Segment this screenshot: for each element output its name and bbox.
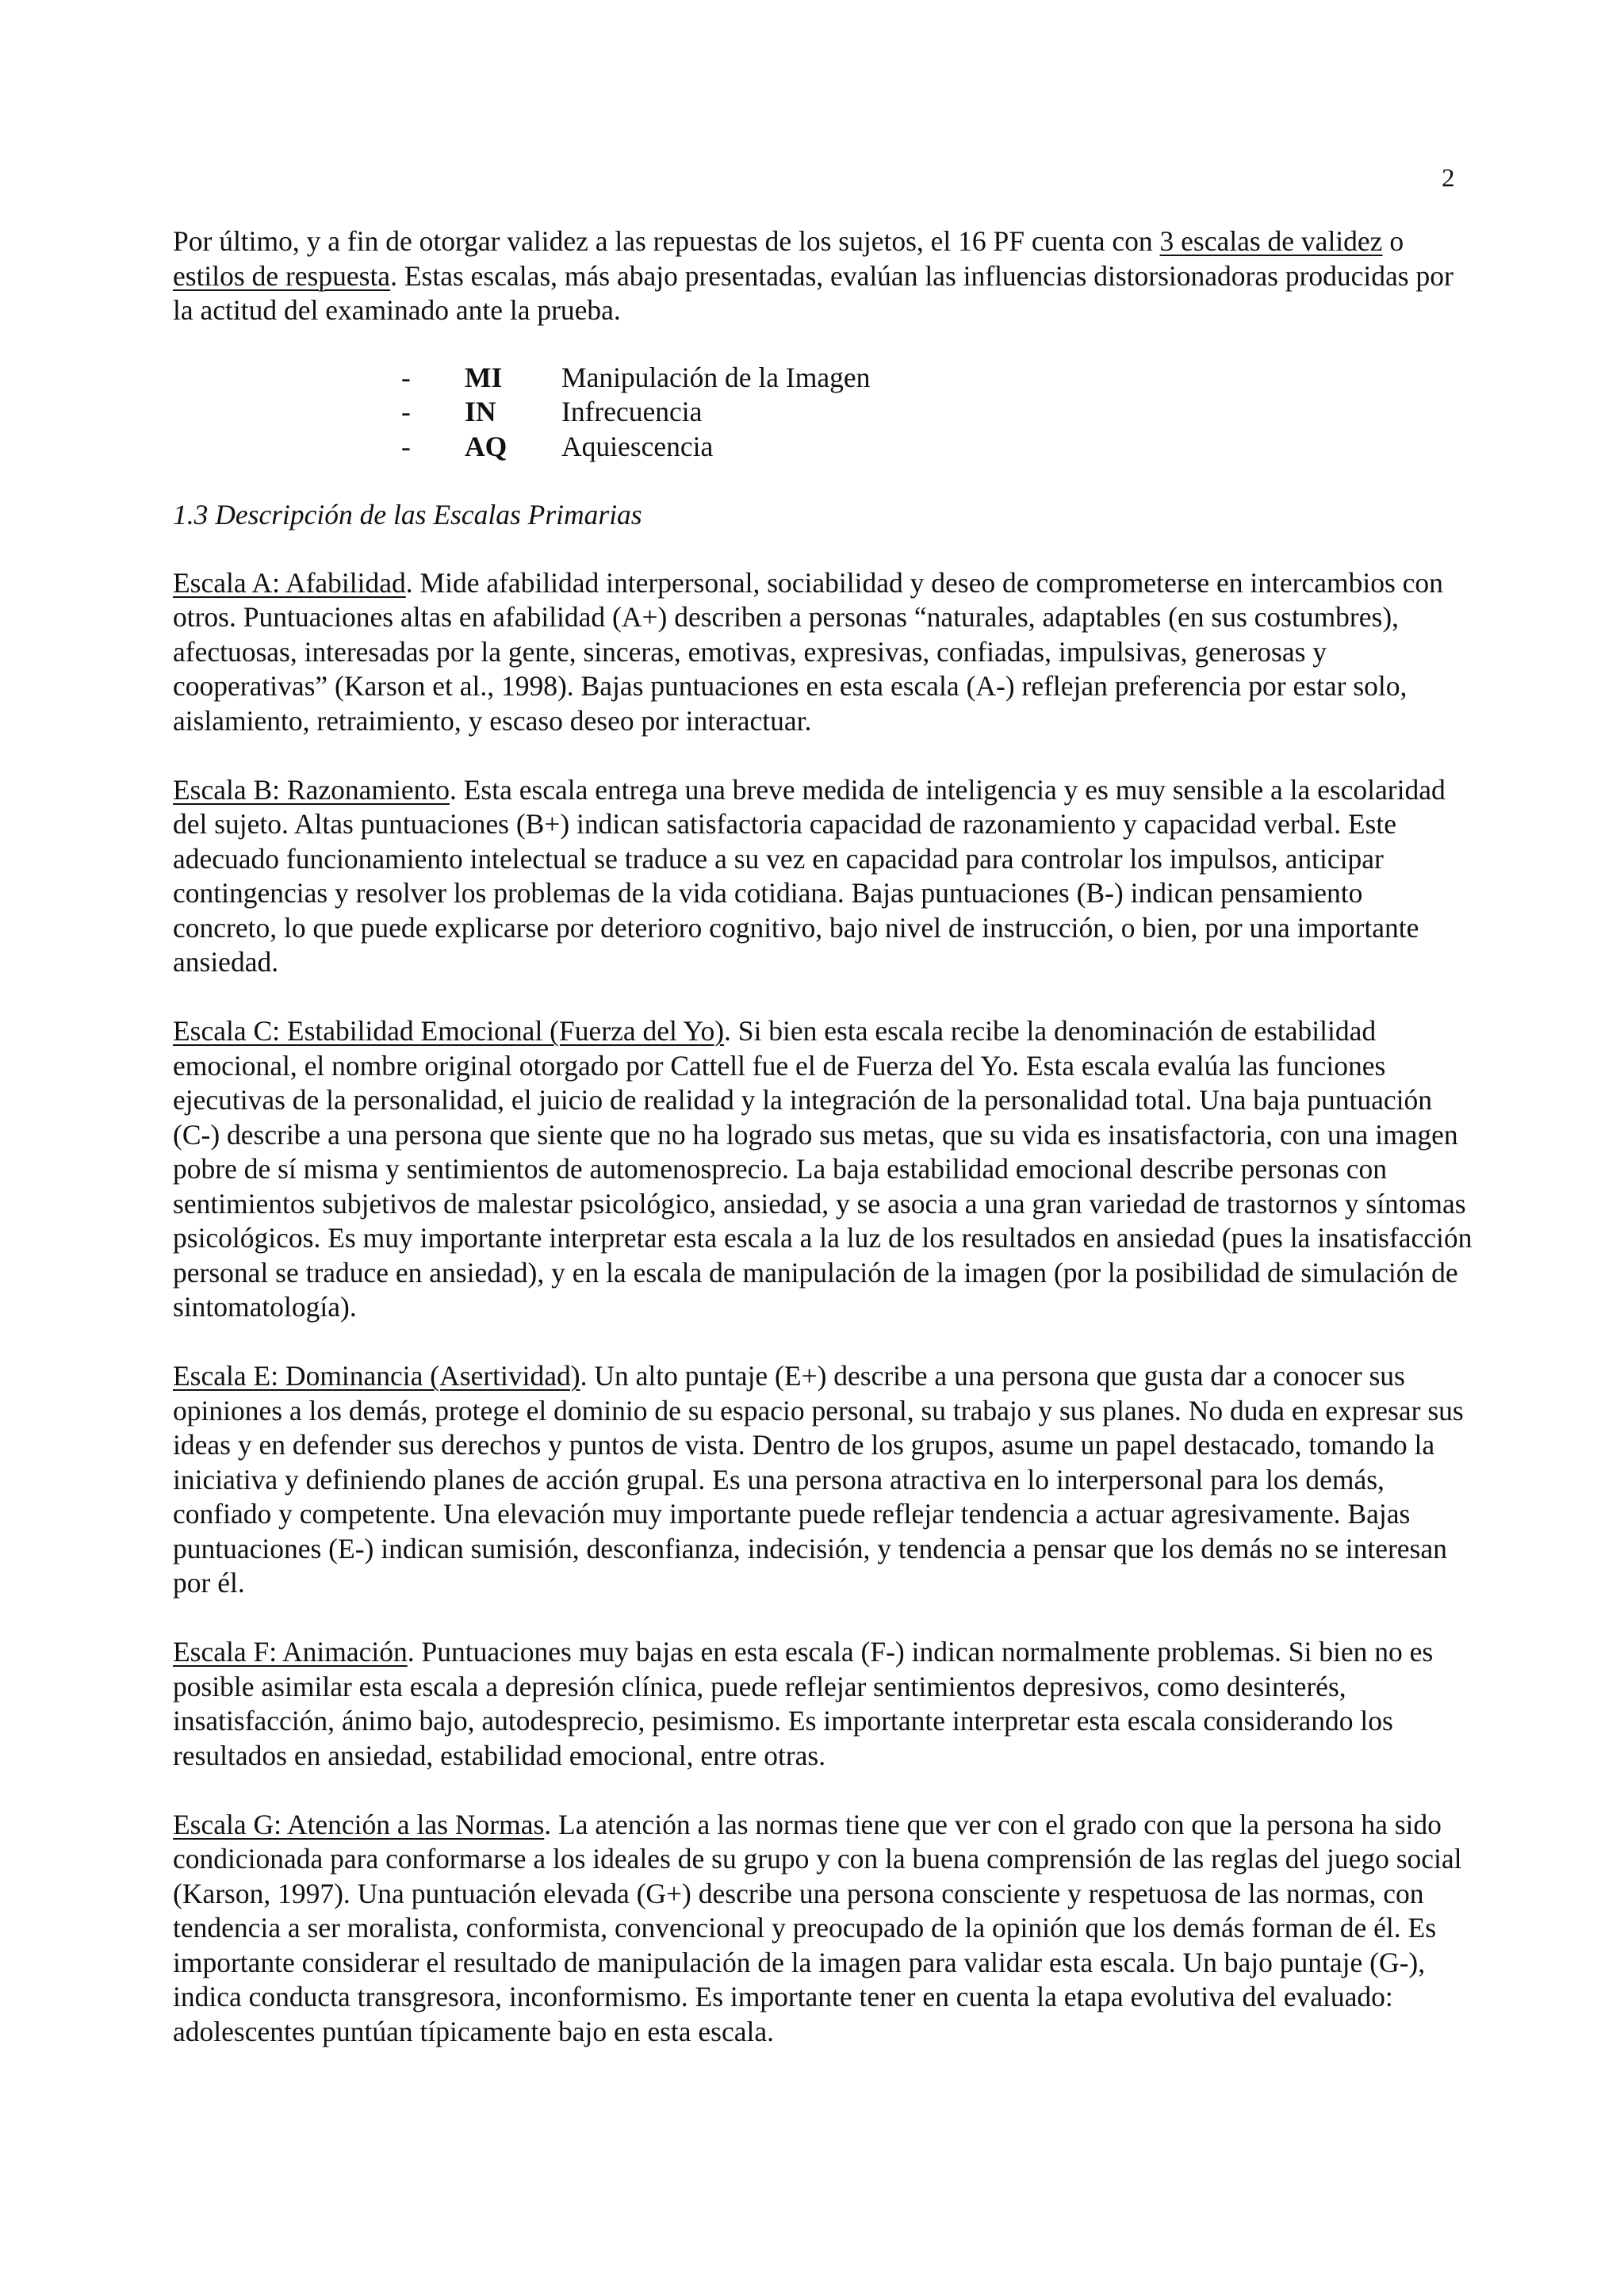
list-item [173, 361, 1473, 396]
scale-body: . Un alto puntaje (E+) describe a una persona que gusta dar a conocer sus opiniones a los demás, protege el dominio de su espacio personal, su trabajo y sus planes. No duda en expresar sus ideas y en defender sus derechos y puntos de vista. Dentro de los grupos, asume un papel destacado, tomando la iniciativa y definiendo planes de acción grupal. Es una persona atractiva en lo interpersonal para los demás, confiado y competente. Una elevación muy importante puede reflejar tendencia a actuar agresivamente. Bajas puntuaciones (E-) indican sumisión, desconfianza, indecisión, y tendencia a pensar que los demás no se interesan por él. [173, 1360, 1464, 1599]
scale-body: . Esta escala entrega una breve medida de inteligencia y es muy sensible a la escolaridad del sujeto. Altas puntuaciones (B+) indican satisfactoria capacidad de razonamiento y capacidad verbal. Este adecuado funcionamiento intelectual se traduce a su vez en capacidad para controlar los impulsos, anticipar contingencias y resolver los problemas de la vida cotidiana. Bajas puntuaciones (B-) indican pensamiento concreto, lo que puede explicarse por deterioro cognitivo, bajo nivel de instrucción, o bien, por una importante ansiedad. [173, 773, 1446, 978]
scale-paragraph-g [173, 1808, 1473, 2050]
list-dash: - [401, 430, 411, 462]
scale-paragraph-f [173, 1635, 1473, 1773]
scale-body: . Si bien esta escala recibe la denominación de estabilidad emocional, el nombre original otorgado por Cattell fue el de Fuerza del Yo. Esta escala evalúa las funciones ejecutivas de la personalidad, el juicio de realidad y la integración de la personalidad total. Una baja puntuación (C-) describe a una persona que siente que no ha logrado sus metas, que su vida es insatisfactoria, con una imagen pobre de sí misma y sentimientos de automenosprecio. La baja estabilidad emocional describe personas con sentimientos subjetivos de malestar psicológico, ansiedad, y se asocia a una gran variedad de trastornos y síntomas psicológicos. Es muy importante interpretar esta escala a la luz de los resultados en ansiedad (pues la insatisfacción personal se traduce en ansiedad), y en la escala de manipulación de la imagen (por la posibilidad de simulación de sintomatología). [173, 1015, 1473, 1323]
scale-code: IN [465, 396, 496, 427]
section-heading: 1.3 Descripción de las Escalas Primarias [173, 499, 642, 530]
intro-text-end: . Estas escalas, más abajo presentadas, evalúan las influencias distorsionadoras producidas por la actitud del examinado ante la prueba. [173, 259, 1454, 326]
scale-title: Escala C: Estabilidad Emocional (Fuerza del Yo) [173, 1015, 725, 1047]
scale-name: Manipulación de la Imagen [561, 361, 871, 393]
list-dash: - [401, 361, 411, 393]
intro-paragraph [173, 224, 1473, 328]
scale-title: Escala F: Animación [173, 1636, 408, 1668]
page-number: 2 [1442, 164, 1455, 193]
scale-title: Escala B: Razonamiento [173, 773, 450, 806]
scale-code: MI [465, 361, 503, 393]
validity-scales-term: 3 escalas de validez [1159, 225, 1383, 257]
list-item [173, 430, 1473, 465]
scale-title: Escala A: Afabilidad [173, 566, 406, 599]
scale-body: . La atención a las normas tiene que ver con el grado con que la persona ha sido condicionada para conformarse a los ideales de su grupo y con la buena comprensión de las reglas del juego social (Karson, 1997). Una puntuación elevada (G+) describe una persona consciente y respetuosa de las normas, con tendencia a ser moralista, conformista, convencional y preocupado de la opinión que los demás forman de él. Es importante considerar el resultado de manipulación de la imagen para validar esta escala. Un bajo puntaje (G-), indica conducta transgresora, inconformismo. Es importante tener en cuenta la etapa evolutiva del evaluado: adolescentes puntúan típicamente bajo en esta escala. [173, 1808, 1462, 2047]
intro-text-start: Por último, y a fin de otorgar validez a las repuestas de los sujetos, el 16 PF cuenta con [173, 225, 1160, 257]
validity-scale-list [173, 361, 1473, 465]
scale-body: . Mide afabilidad interpersonal, sociabilidad y deseo de comprometerse en intercambios con otros. Puntuaciones altas en afabilidad (A+) describen a personas “naturales, adaptables (en sus costumbres), afectuosas, interesadas por la gente, sinceras, emotivas, expresivas, confiadas, impulsivas, generosas y cooperativas” (Karson et al., 1998). Bajas puntuaciones en esta escala (A-) reflejan preferencia por estar solo, aislamiento, retraimiento, y escaso deseo por interactuar. [173, 566, 1443, 737]
scale-title: Escala E: Dominancia (Asertividad) [173, 1360, 580, 1392]
document-body [173, 224, 1473, 2084]
scale-code: AQ [465, 430, 508, 462]
list-dash: - [401, 396, 411, 427]
response-styles-term: estilos de respuesta [173, 259, 391, 292]
scale-name: Aquiescencia [561, 430, 714, 462]
scale-paragraph-c [173, 1014, 1473, 1325]
scale-body: . Puntuaciones muy bajas en esta escala (F-) indican normalmente problemas. Si bien no es posible asimilar esta escala a depresión clínica, puede reflejar sentimientos depresivos, como desinterés, insatisfacción, ánimo bajo, autodesprecio, pesimismo. Es importante interpretar esta escala considerando los resultados en ansiedad, estabilidad emocional, entre otras. [173, 1636, 1434, 1771]
scale-name: Infrecuencia [561, 396, 703, 427]
intro-text-between: o [1382, 225, 1404, 257]
scale-paragraph-a [173, 566, 1473, 739]
scale-paragraph-b [173, 773, 1473, 980]
scale-paragraph-e [173, 1359, 1473, 1601]
scale-title: Escala G: Atención a las Normas [173, 1808, 545, 1840]
list-item [173, 395, 1473, 430]
